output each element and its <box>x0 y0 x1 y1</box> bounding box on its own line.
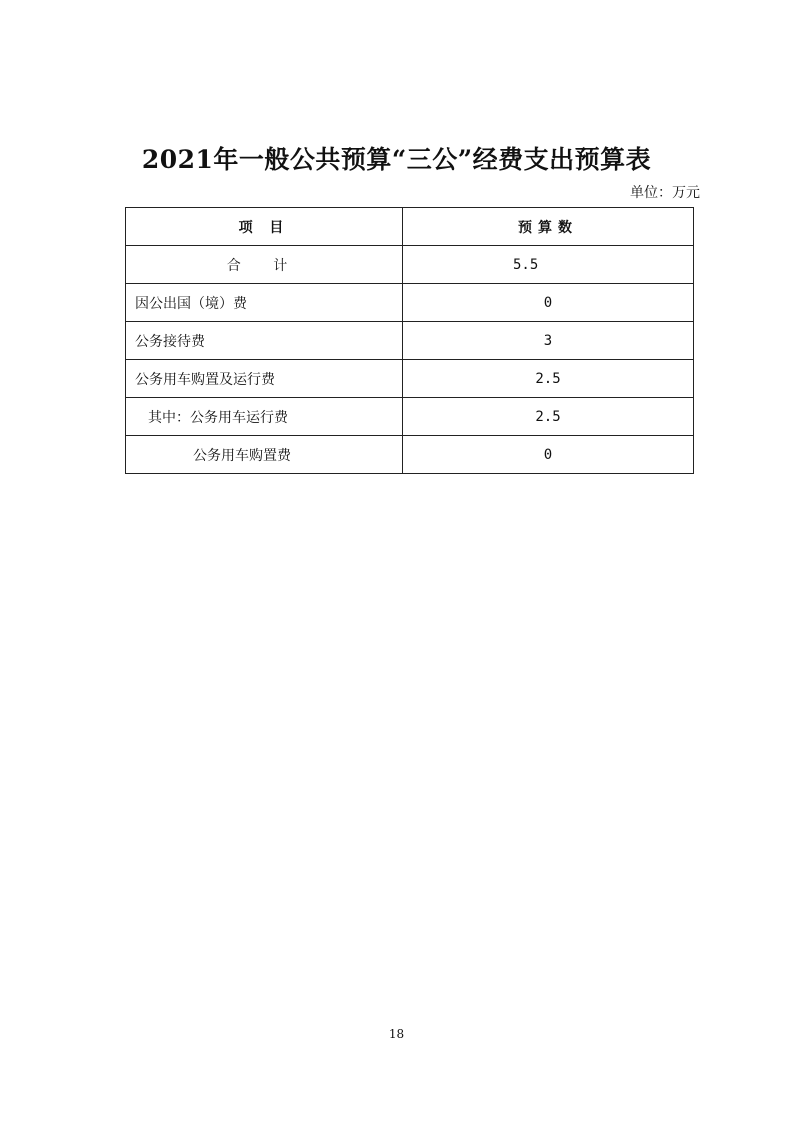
budget-table <box>125 207 694 474</box>
table-row <box>126 398 694 436</box>
unit-label: 单位：万元 <box>630 185 700 201</box>
row-label: 公务接待费 <box>126 322 403 360</box>
table-row <box>126 436 694 474</box>
row-label: 公务用车购置及运行费 <box>126 360 403 398</box>
table-row <box>126 284 694 322</box>
total-value: 5.5 <box>403 246 694 284</box>
row-value: 0 <box>403 284 694 322</box>
page-title: 2021年一般公共预算“三公”经费支出预算表 <box>141 145 652 174</box>
table-row <box>126 322 694 360</box>
row-label: 其中：公务用车运行费 <box>126 398 403 436</box>
table-row <box>126 360 694 398</box>
table-row-total <box>126 246 694 284</box>
row-value: 0 <box>403 436 694 474</box>
page-number: 18 <box>388 1027 405 1041</box>
row-label: 因公出国（境）费 <box>126 284 403 322</box>
row-value: 2.5 <box>403 398 694 436</box>
row-value: 3 <box>403 322 694 360</box>
header-budget: 预算数 <box>403 208 694 246</box>
row-value: 2.5 <box>403 360 694 398</box>
row-label: 公务用车购置费 <box>126 436 403 474</box>
total-label: 合 计 <box>126 246 403 284</box>
header-item: 项 目 <box>126 208 403 246</box>
table-header-row <box>126 208 694 246</box>
